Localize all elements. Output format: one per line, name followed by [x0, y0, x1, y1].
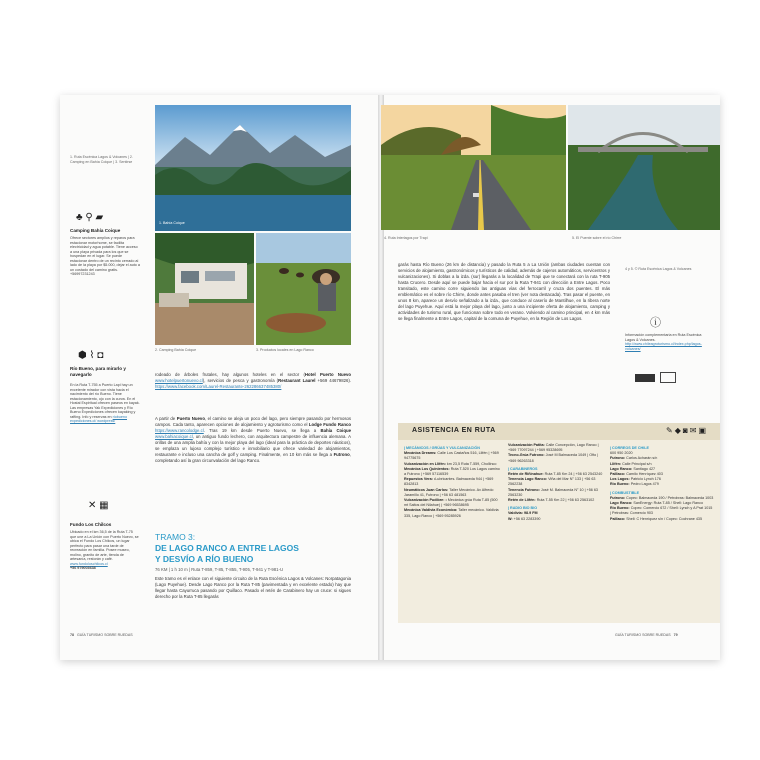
motorhome-icon: ▰: [95, 212, 104, 223]
asistencia-entry: Vulcanización Pudibre: • Mecánica grúa Ruta T-85 (500 mt Saltos del Nilahue) | +569 96538695: [404, 498, 498, 508]
asistencia-entry: Tenencia Futrono: José M. Balmaceda N° 10 | +56 63 2563230: [508, 487, 598, 497]
asistencia-entry: Paillaco: Shell: C Henríquez s/n / Copec: Cochrane 435: [610, 516, 703, 521]
right-side-caption: 4 y 5. © Ruta Escénica Lagos & Volcanes: [625, 267, 692, 271]
asistencia-header: [398, 423, 720, 440]
left-paragraph-3: Este tramo es el enlace con el siguiente circuito de la Ruta Escénica Lagos & Volcanes: Norpatagonia (Lago Puyehue). Desde Lago Ranco por la Ruta T-85 (pavimentada y en excelente estado) hay que llegar hasta Cayurruca pasando por Quillaco. Pasado el retén de Carabinero hay un cruce: si sigues derecho por la Ruta T-85 llegarás: [155, 576, 351, 599]
asistencia-icons: [666, 426, 708, 435]
partner-logo-1: [635, 374, 655, 382]
photo-ruta-interlagos: [381, 105, 566, 230]
left-paragraph-2: A partir de Puerto Nuevo, el camino se aleja un poco del lago, pero siempre pasando por hermosos campos. Cada tanto, aparecen opciones de alojamiento y agroturismo como el Lodge Fundo Ranco https://www.rancolodge.cl. Tras 19 km desde Puerto Nuevo, se llega a Bahía Coique www.bahiacoique.cl, un antiguo fundo lechero, con arquitectura campestre de influencia alemana. A orillas de una amplia bahía y con la mejor playa del lago (ideal para la práctica de deportes náuticos), se emplaza un lujoso complejo turístico e inmobiliario que ofrece variedad de alojamientos, restaurante e incluso una cancha de golf y camping. Finalmente, en 10 km más se llega a Futrono, completando así la gran circunvalación del lago Ranco.: [155, 416, 352, 463]
restaurant-icon: ✕: [88, 500, 97, 511]
photo-bahia-coique: [155, 105, 351, 231]
camping-title: Camping Bahía Coique: [70, 228, 121, 233]
info-link[interactable]: http://www.chileagroturismo.cl/index.php/lagos-volcanes/: [625, 342, 702, 351]
left-top-caption: 1. Ruta Escénica Lagos & Volcanes | 2. Camping en Bahía Coique | 3. Sentirse: [70, 155, 133, 164]
asistencia-heading: | CORREOS DE CHILE: [610, 446, 649, 450]
asistencia-entry: Futrono: Copec: Balmaceda 190 / Petrobras: Balmaceda 1003: [610, 495, 714, 500]
fuel-icon: ▣: [698, 426, 708, 435]
fundo-text: Ubicado en el km 36,5 de la Ruta T-75 que une a La Unión con Puerto Nuevo, se ubica el Fundo Los Chilcos, un lugar perfecto para pasar una tarde de recreación en familia. Posee museo, molino, granito de arte, tienda de artesanía, restorán y café. www.fundoloschilcos.cl +56 979003638: [70, 530, 139, 570]
photo-productos-locales: [256, 233, 351, 345]
caption-1: 1. Bahía Coique: [159, 221, 185, 225]
fundo-icons: [88, 500, 109, 512]
asistencia-entry: Los Lagos: Patricio Lynch 176: [610, 477, 661, 482]
asistencia-entry: Río Bueno: Copec: Comercio 672 / Shell: Lynch y A Prat 1015 | Petrobras: Comercio 903: [610, 506, 713, 516]
asistencia-entry: Retén de Llifén: Ruta T-55 Km 22 | +56 63 2563102: [508, 498, 595, 503]
police-icon: ◆: [674, 426, 683, 435]
fundo-phone: +56 979003638: [70, 566, 96, 570]
asistencia-entry: Mecánica Dreams: Calle Los Castaños 516, Llifén | +569 94775675: [404, 451, 499, 461]
asistencia-col-2: [508, 443, 606, 522]
info-text: Información complementaria en Ruta Escénica Lagos & Volcanes. http://www.chileagroturismo.cl/index.php/lagos-volcanes/: [625, 333, 702, 351]
building-icon: ▦: [99, 500, 109, 511]
asistencia-col-3: [610, 443, 714, 522]
asistencia-entry: Repuestos Vera: •Lubricantes. Balmaceda 944 | +569 8342813: [404, 477, 494, 487]
caption-4: 4. Ruta Interlagos por Trapi: [384, 236, 428, 240]
asistencia-entry: W: +56 63 2283390: [508, 516, 541, 521]
tramo-label: TRAMO 3:: [155, 532, 196, 542]
left-page-footer: 78 GUÍA TURISMO SOBRE RUEDAS: [70, 633, 133, 637]
rio-bueno-title: Río Bueno, para mirarlo y navegarlo: [70, 366, 126, 377]
rio-bueno-link[interactable]: riobueno expediciones.cl/ wordpress/: [70, 414, 127, 423]
route-sign-icon: ⬢: [78, 350, 87, 361]
asistencia-entry: Futrono: Carlos Acharán s/n: [610, 456, 658, 461]
tramo-meta: 76 KM | 1 h 10 m | Ruta T-859, T-85, T-855, T-905, T-941 y T-981-U: [155, 567, 284, 572]
right-paragraph: garás hasta Río Bueno (26 km de distancia) y pasado la Ruta 5 a La Unión (ambas ciudades cuentan con servicios de alojamiento, gastronómicos y turísticos de calidad, además de cajeros automáticos, servicentros y vulcanizaciones). Si doblas a la izda. (sur) llegarás a la localidad de Trapi que te conectará con la ruta T-905 hasta Crucero. Desde aquí se puede bajar hacia el sur por la Ruta T-941 con dirección a Entre Lagos. Poco transitado, este camino corre siguiendo las antiguas vías del ferrocarril y cruza dos puentes. El más emblemático es el sobre río Chirre, donde antes pasaba el tren (ver nota destacada). Tras pasar el puente, en unos 8 km, aparece un desvío señalizado a la izda., que conduce al caserío de Mantilhue, en la ribera norte del lago Puyehue. Aquí está la mejor playa del lago, junto a una incipiente oferta de alojamiento, camping y actividades de turismo rural, que funcionan sobre todo en verano. Volviendo al camino principal, en 4 km más se llega finalmente a Entre Lagos, capital de la comuna de Puyehue, en la Región de Los Lagos.: [398, 262, 610, 321]
rio-bueno-text: En la Ruta T-755 a Puerto Lapi hay un excelente mirador con vista hacia el nacimiento del río Bueno. Tiene estacionamiento, ojo con la curva. En el Hostal Espiritual ofrecen paseos en kayak. Las empresas Yak Expediciones y Río Bueno Expediciones ofrecen kayaking y rafting. Info y reservas en riobueno expediciones.cl/ wordpress/: [70, 383, 140, 423]
caption-5: 5. El Puente sobre el río Chirre: [572, 236, 622, 240]
info-icon: ⓘ: [650, 317, 661, 329]
asistencia-heading: | MECÁNICOS / GRÚAS Y VULCANIZACIÓN: [404, 446, 480, 450]
asistencia-box: [398, 423, 720, 623]
caption-3: 3. Productos locales en Lago Ranco: [256, 348, 314, 352]
asistencia-entry: Retén de Riñinahue: Ruta T-85 Km 24 | +56 63 2543240: [508, 472, 603, 477]
bicycle-icon: ⚲: [85, 212, 93, 223]
asistencia-entry: Mecánica Los Quinientos: Ruta T-520 Los Lagos camino a Futrono | +569 57116539: [404, 466, 500, 477]
asistencia-entry: Tenencia Lago Ranco: Viña del Mar N° 133 | +56 63 2562238: [508, 477, 596, 487]
photo-puente-chirre: [568, 105, 720, 230]
asistencia-entry: Neumáticos Juan Carlos: Taller Mecánico. Av Alfredo Jaramillo 41, Futrono | +56 63 481563: [404, 487, 494, 497]
asistencia-entry: Mecánica Valdivia Económica: Taller mecánico. Valdivia 335, Lago Ranco | +569 95285926: [404, 508, 499, 518]
asistencia-entry: Tecno-Grúa Futrono: José M Balmaceda 1049 | Ofto | +569 96263318: [508, 453, 599, 463]
asistencia-col-1: [404, 443, 502, 519]
asistencia-entry: Vulcanización Patita: Calle Concepción, Lago Ranco | +569 77097244 | +569 95328695: [508, 443, 599, 453]
right-page-footer: GUÍA TURISMO SOBRE RUEDAS 79: [615, 633, 678, 637]
laurel-link[interactable]: https://www.facebook.com/Laurel-Restaurante-262286637485380/: [155, 384, 282, 389]
asistencia-heading: | RADIO BIO BIO: [508, 506, 538, 511]
asistencia-entry: Vulcanización en Llifén: km 23,5 Ruta T-559, Chollinco: [404, 461, 497, 466]
photo-camping: [155, 233, 254, 345]
partner-logo-2: [660, 372, 676, 383]
tree-icon: ♣: [76, 212, 83, 223]
asistencia-entry: Paillaco: Camilo Henríquez 403: [610, 472, 663, 477]
asistencia-entry: Río Bueno: Pedro Lagos 479: [610, 482, 659, 487]
wrench-icon: ✎: [666, 426, 675, 435]
asistencia-entry: Llifén: Calle Principal s/n: [610, 461, 652, 466]
asistencia-entry: 600 950 2020: [610, 451, 633, 456]
caption-2: 2. Camping Bahía Coique: [155, 348, 197, 352]
left-paragraph-1: rodeado de árboles frutales, hay algunos hoteles en el sector (Hotel Puerto Nuevo www.hotelpuertonuevo.cl), servicios de pesca y gastronomía (Restaurant Laurel +569 44679826). https://www.facebook.com/Laurel-Restaurante-262286637485380/: [155, 372, 351, 389]
fundo-link[interactable]: www.fundoloschilcos.cl: [70, 561, 108, 566]
mail-icon: ✉: [689, 426, 699, 435]
camping-icons: [76, 212, 103, 224]
radio-icon: ◙: [682, 426, 690, 435]
tramo-title: DE LAGO RANCO A ENTRE LAGOS Y DESVÍO A RÍO BUENO: [155, 543, 299, 564]
kayak-icon: ⌇: [89, 350, 95, 361]
asistencia-heading: | CARABINEROS: [508, 466, 538, 471]
camping-text: Ofrece sectores amplios y reparos para estacionar motorhome, se facilita electricidad y agua potable. Tiene acceso a una playa privada para los que se hospedan en el lugar. Se puede estacionar dentro de un recinto cerrado al lado de la playa por $5.000, dejar el auto a un costado del camino gratis. +56997231243: [70, 236, 140, 276]
fundo-title: Fundo Los Chilcos: [70, 522, 112, 527]
asistencia-entry: Lago Ranco: SanEnergy: Ruta T-85 / Shell: Lago Ranco: [610, 501, 703, 506]
asistencia-entry: Valdivia: 98.9 FM: [508, 511, 538, 516]
asistencia-entry: Lago Ranco: Santiago 427: [610, 466, 656, 471]
camera-icon: ◘: [97, 350, 104, 361]
river-icons: [78, 350, 103, 362]
asistencia-title: ASISTENCIA EN RUTA: [412, 427, 496, 434]
asistencia-heading: | COMBUSTIBLE: [610, 490, 640, 495]
